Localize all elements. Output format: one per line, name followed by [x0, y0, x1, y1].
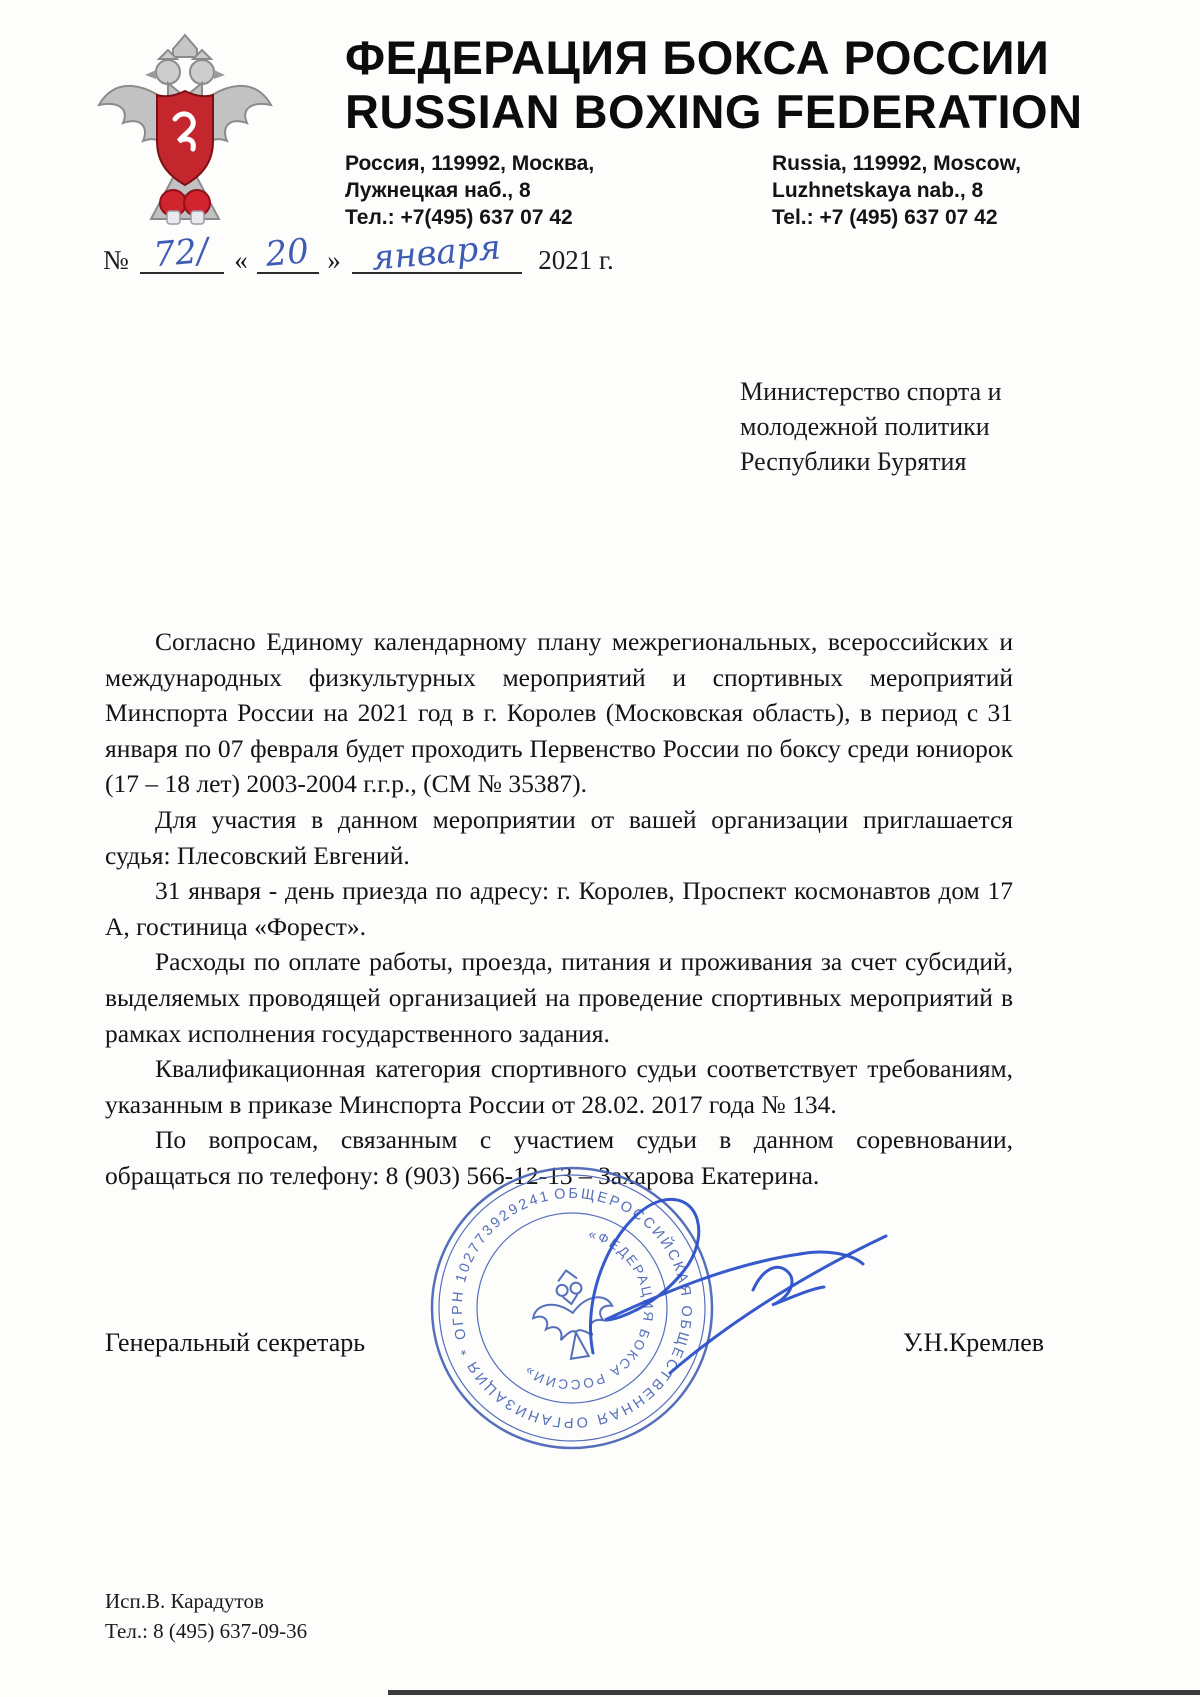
paragraph-event-announcement: Согласно Единому календарному плану межрегиональных, всероссийских и международных физкультурных мероприятий и спортивных мероприятий Минспорта России на 2021 год в г. Королев (Московская область), в период с 31 января по 07 февраля будет проходить Первенство России по боксу среди юниорок (17 – 18 лет) 2003-2004 г.г.р., (СМ № 35387). [105, 627, 1013, 799]
handwritten-signature [548, 1168, 938, 1403]
address-ru-line3: Тел.: +7(495) 637 07 42 [345, 206, 573, 229]
executor-phone: Тел.: 8 (495) 637-09-36 [105, 1619, 308, 1643]
date-day-slot [257, 231, 319, 275]
date-open-quote: « [234, 245, 248, 275]
date-month-slot [352, 227, 522, 279]
recipient-line2: молодежной политики [740, 412, 990, 441]
double-headed-eagle-icon [85, 26, 285, 238]
address-block-russian [345, 150, 594, 231]
executor-block [105, 1586, 307, 1646]
address-en-line1: Russia, 119992, Moscow, [772, 152, 1022, 175]
paragraph-contact: По вопросам, связанным с участием судьи в данном соревновании, обращаться по телефону: 8 (903) 566-12-13 – Захарова Екатерина. [105, 1125, 1013, 1190]
address-ru-line2: Лужнецкая наб., 8 [345, 179, 531, 202]
address-block-english [772, 150, 1021, 231]
signatory-role: Генеральный секретарь [105, 1328, 366, 1357]
recipient-line3: Республики Бурятия [740, 447, 967, 476]
ref-number-handwritten: 72/ [152, 230, 211, 276]
recipient-block [740, 374, 1002, 479]
date-close-quote: » [327, 245, 341, 275]
paragraph-qualification: Квалификационная категория спортивного судьи соответствует требованиям, указанным в приказе Минспорта России от 28.02. 2017 года № 134. [105, 1054, 1013, 1119]
address-ru-line1: Россия, 119992, Москва, [345, 152, 595, 175]
paragraph-arrival-address: 31 января - день приезда по адресу: г. Королев, Проспект космонавтов дом 17 А, гостиница «Форест». [105, 876, 1013, 941]
ref-number-label: № [103, 245, 129, 275]
address-en-line2: Luzhnetskaya nab., 8 [772, 179, 984, 202]
org-title-russian: ФЕДЕРАЦИЯ БОКСА РОССИИ [345, 31, 1050, 84]
org-title-english: RUSSIAN BOXING FEDERATION [345, 85, 1083, 138]
ref-number-slot [140, 230, 224, 276]
paragraph-judge-invitation: Для участия в данном мероприятии от вашей организации приглашается судья: Плесовский Евгений. [105, 804, 1013, 870]
date-day-handwritten: 20 [263, 231, 311, 275]
letter-body [105, 624, 1013, 1194]
date-year: 2021 г. [538, 245, 614, 275]
executor-name: Исп.В. Карадутов [105, 1589, 264, 1613]
recipient-line1: Министерство спорта и [740, 377, 1002, 406]
stamp-inner-ring-text: «ФЕДЕРАЦИЯ БОКСА РОССИИ» [520, 1226, 657, 1393]
federation-emblem-logo [85, 26, 285, 238]
address-en-line3: Tel.: +7 (495) 637 07 42 [772, 206, 998, 229]
scan-edge-artifact [388, 1690, 1200, 1695]
date-month-handwritten: января [369, 227, 503, 279]
stamp-outer-ring-text: ОБЩЕРОССИЙСКАЯ ОБЩЕСТВЕННАЯ ОРГАНИЗАЦИЯ * ОГРН 1027739292419 * МОСКВА * [400, 1170, 695, 1431]
signatory-name: У.Н.Кремлев [903, 1328, 1045, 1357]
paragraph-expenses: Расходы по оплате работы, проезда, питания и проживания за счет субсидий, выделяемых проводящей организацией на проведение спортивных мероприятий в рамках исполнения государственного задания. [105, 947, 1013, 1048]
reference-date-line [103, 227, 614, 279]
